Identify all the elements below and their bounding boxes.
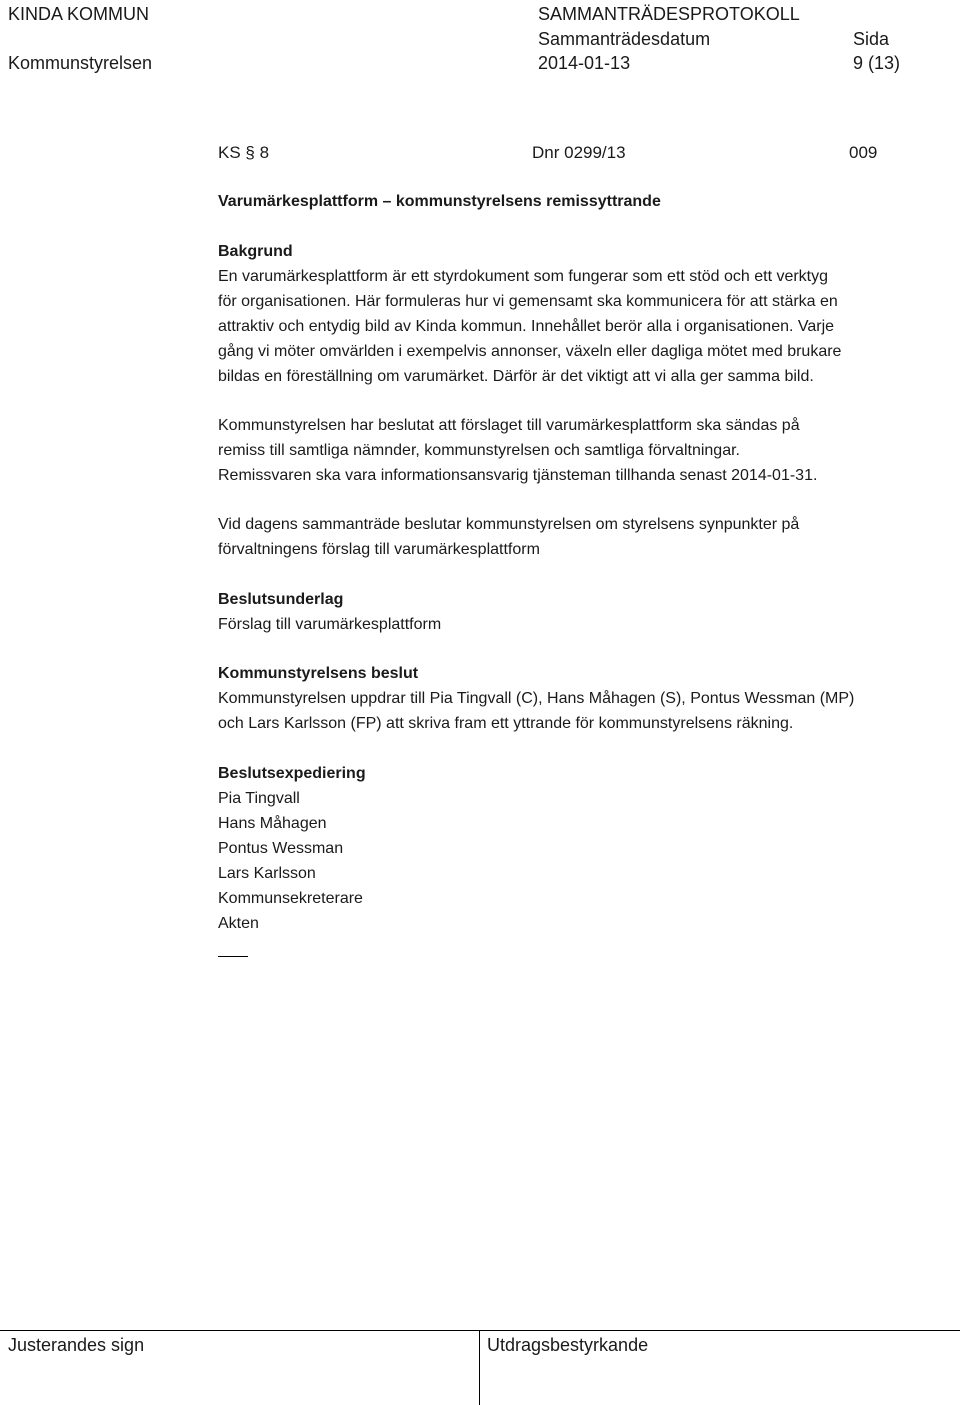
remiss-paragraph	[218, 413, 948, 488]
distribution-recipient: Pia Tingvall	[218, 790, 300, 807]
meeting-paragraph	[218, 512, 948, 562]
org-name: KINDA KOMMUN	[8, 4, 150, 24]
meeting-line: Vid dagens sammanträde beslutar kommunstyrelsen om styrelsens synpunkter på	[218, 516, 800, 533]
remiss-line: remiss till samtliga nämnder, kommunstyrelsen och samtliga förvaltningar.	[218, 442, 740, 459]
distribution-recipient: Akten	[218, 915, 259, 932]
background-line: attraktiv och entydig bild av Kinda kommun. Innehållet berör alla i organisationen. Varje	[218, 318, 835, 335]
adjuster-signature-label: Justerandes sign	[8, 1335, 145, 1355]
background-line: gång vi möter omvärlden i exempelvis annonser, växeln eller dagliga mötet med brukare	[218, 343, 842, 360]
committee-name: Kommunstyrelsen	[8, 53, 153, 73]
meeting-date: 2014-01-13	[538, 53, 631, 73]
background-heading: Bakgrund	[218, 243, 293, 260]
meeting-date-label: Sammanträdesdatum	[538, 29, 711, 49]
meeting-line: förvaltningens förslag till varumärkesplattform	[218, 541, 540, 558]
signature-footer	[0, 1330, 960, 1405]
distribution-recipient: Hans Måhagen	[218, 815, 327, 832]
distribution-section	[218, 761, 948, 936]
distribution-recipient: Lars Karlsson	[218, 865, 316, 882]
background-line: bildas en föreställning om varumärket. Därför är det viktigt att vi alla ger samma bild.	[218, 368, 814, 385]
distribution-recipient: Kommunsekreterare	[218, 890, 363, 907]
background-line: En varumärkesplattform är ett styrdokument som fungerar som ett stöd och ett verktyg	[218, 268, 829, 285]
end-divider	[218, 956, 248, 957]
background-section	[218, 239, 948, 389]
decision-heading: Kommunstyrelsens beslut	[218, 665, 419, 682]
remiss-line: Kommunstyrelsen har beslutat att förslaget till varumärkesplattform ska sändas på	[218, 417, 800, 434]
decision-basis-text: Förslag till varumärkesplattform	[218, 616, 442, 633]
background-line: för organisationen. Här formuleras hur vi gemensamt ska kommunicera för att stärka en	[218, 293, 838, 310]
page-label: Sida	[853, 29, 890, 49]
case-title: Varumärkesplattform – kommunstyrelsens remissyttrande	[218, 193, 661, 210]
remiss-line: Remissvaren ska vara informationsansvarig tjänsteman tillhanda senast 2014-01-31.	[218, 467, 818, 484]
footer-divider	[479, 1331, 480, 1405]
distribution-recipient: Pontus Wessman	[218, 840, 344, 857]
distribution-heading: Beslutsexpediering	[218, 765, 366, 782]
decision-basis-section	[218, 587, 948, 637]
decision-line: och Lars Karlsson (FP) att skriva fram ett yttrande för kommunstyrelsens räkning.	[218, 715, 794, 732]
paragraph-number: KS § 8	[218, 143, 270, 162]
decision-line: Kommunstyrelsen uppdrar till Pia Tingvall (C), Hans Måhagen (S), Pontus Wessman (MP)	[218, 690, 855, 707]
case-number: Dnr 0299/13	[532, 143, 626, 162]
extract-certification-label: Utdragsbestyrkande	[487, 1335, 649, 1355]
document-type: SAMMANTRÄDESPROTOKOLL	[538, 4, 800, 24]
decision-section	[218, 661, 948, 736]
decision-basis-heading: Beslutsunderlag	[218, 591, 344, 608]
page-number: 9 (13)	[853, 53, 901, 73]
case-code: 009	[849, 143, 878, 162]
